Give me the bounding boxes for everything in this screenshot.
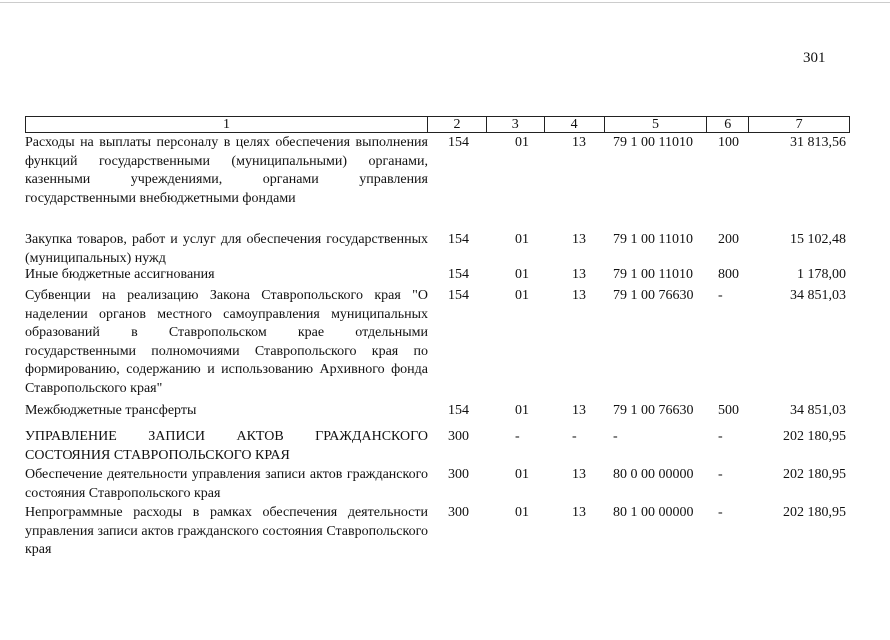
table-row [25, 266, 850, 285]
row-col-6: 100 [718, 135, 739, 150]
row-col-2: 154 [448, 288, 469, 303]
row-col-5: 79 1 00 11010 [613, 267, 693, 282]
header-col-1: 1 [26, 117, 428, 132]
row-description: УПРАВЛЕНИЕ ЗАПИСИ АКТОВ ГРАЖДАНСКОГО СОСТОЯНИЯ СТАВРОПОЛЬСКОГО КРАЯ [25, 429, 428, 463]
row-col-3: 01 [515, 267, 529, 282]
row-col-2: 300 [448, 429, 469, 444]
header-col-3: 3 [487, 117, 545, 132]
row-col-4: 13 [572, 403, 586, 418]
row-col-4: 13 [572, 505, 586, 520]
row-col-3: 01 [515, 467, 529, 482]
table-row [25, 402, 850, 421]
table-row [25, 466, 850, 503]
row-description: Иные бюджетные ассигнования [25, 267, 215, 282]
row-col-3: - [515, 429, 520, 444]
row-col-4: 13 [572, 135, 586, 150]
row-col-4: - [572, 429, 577, 444]
row-col-5: 79 1 00 76630 [613, 403, 694, 418]
row-col-6: - [718, 505, 723, 520]
row-col-3: 01 [515, 232, 529, 247]
scan-edge-top [0, 2, 890, 3]
row-col-4: 13 [572, 288, 586, 303]
row-col-2: 300 [448, 467, 469, 482]
row-description: Субвенции на реализацию Закона Ставропольского края "О наделении органов местного самоуправления муниципальных образований в Ставропольском крае отдельными государственными полномочиями Ставропольского края по формированию, содержанию и использованию Архивного фонда Ставропольского края" [25, 288, 428, 396]
header-col-5: 5 [605, 117, 708, 132]
header-col-2: 2 [428, 117, 487, 132]
row-description: Межбюджетные трансферты [25, 403, 197, 418]
row-col-2: 154 [448, 403, 469, 418]
row-col-7: 34 851,03 [790, 403, 846, 418]
row-col-2: 154 [448, 135, 469, 150]
row-col-6: - [718, 429, 723, 444]
row-description: Закупка товаров, работ и услуг для обеспечения государственных (муниципальных) нужд [25, 232, 428, 266]
row-col-7: 1 178,00 [797, 267, 846, 282]
table-header [25, 116, 850, 133]
page-number: 301 [803, 50, 826, 66]
row-col-5: 80 1 00 00000 [613, 505, 694, 520]
row-description: Обеспечение деятельности управления записи актов гражданского состояния Ставропольского края [25, 467, 428, 501]
row-col-7: 34 851,03 [790, 288, 846, 303]
row-col-7: 202 180,95 [783, 467, 846, 482]
table-row [25, 287, 850, 399]
row-col-7: 202 180,95 [783, 429, 846, 444]
header-col-6: 6 [707, 117, 749, 132]
row-col-6: 200 [718, 232, 739, 247]
row-col-6: 500 [718, 403, 739, 418]
table-row [25, 504, 850, 560]
row-col-4: 13 [572, 267, 586, 282]
row-col-3: 01 [515, 288, 529, 303]
row-col-2: 154 [448, 232, 469, 247]
row-col-6: - [718, 288, 723, 303]
row-col-2: 154 [448, 267, 469, 282]
header-col-4: 4 [545, 117, 605, 132]
row-col-2: 300 [448, 505, 469, 520]
table-row [25, 231, 850, 268]
table-row [25, 428, 850, 465]
row-col-7: 202 180,95 [783, 505, 846, 520]
row-col-5: 79 1 00 11010 [613, 232, 693, 247]
row-col-7: 15 102,48 [790, 232, 846, 247]
table-row [25, 134, 850, 208]
row-col-7: 31 813,56 [790, 135, 846, 150]
row-col-4: 13 [572, 467, 586, 482]
row-col-5: 80 0 00 00000 [613, 467, 694, 482]
row-col-6: - [718, 467, 723, 482]
row-col-3: 01 [515, 135, 529, 150]
row-description: Расходы на выплаты персоналу в целях обеспечения выполнения функций государственными (муниципальными) органами, казенными учреждениями, органами управления государственными внебюджетными фондами [25, 135, 428, 206]
row-col-3: 01 [515, 403, 529, 418]
row-description: Непрограммные расходы в рамках обеспечения деятельности управления записи актов гражданского состояния Ставропольского края [25, 505, 428, 558]
row-col-3: 01 [515, 505, 529, 520]
header-col-7: 7 [795, 117, 803, 132]
row-col-5: - [613, 429, 618, 444]
row-col-5: 79 1 00 11010 [613, 135, 693, 150]
row-col-5: 79 1 00 76630 [613, 288, 694, 303]
row-col-4: 13 [572, 232, 586, 247]
row-col-6: 800 [718, 267, 739, 282]
